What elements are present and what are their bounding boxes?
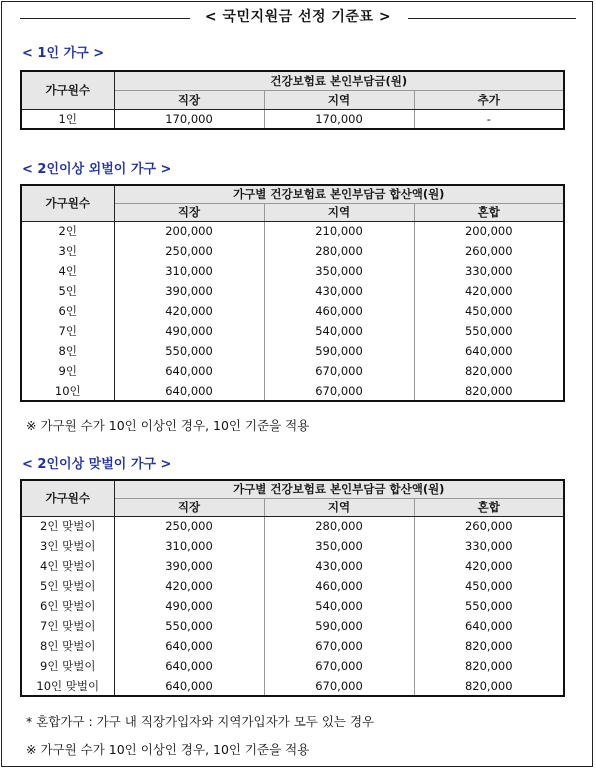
cell-value: 670,000 <box>264 636 414 656</box>
cell-value: 200,000 <box>464 224 513 239</box>
cell-value: 670,000 <box>264 361 414 381</box>
row-label: 3인 <box>21 241 114 261</box>
page-title: < 국민지원금 선정 기준표 > <box>204 9 392 25</box>
table-row <box>21 321 564 341</box>
cell-value: 640,000 <box>464 619 513 633</box>
table-single-earner <box>20 184 565 402</box>
table-row <box>21 221 564 241</box>
cell-value: 420,000 <box>464 284 513 298</box>
row-label: 8인 <box>21 341 114 361</box>
column-header: 혼합 <box>414 498 564 516</box>
table-row <box>21 616 564 636</box>
table-row <box>21 281 564 301</box>
cell-value: 670,000 <box>264 676 414 696</box>
table-row <box>21 676 564 696</box>
header-household-count: 가구원수 <box>21 71 114 109</box>
column-header: 지역 <box>264 498 414 516</box>
row-label: 3인 맞벌이 <box>21 536 114 556</box>
cell-value: 460,000 <box>264 301 414 321</box>
section-heading-single: < 1인 가구 > <box>22 46 105 61</box>
table-row <box>21 261 564 281</box>
row-label: 7인 맞벌이 <box>21 616 114 636</box>
section-heading-dual-earner: < 2인이상 맞벌이 가구 > <box>22 457 172 472</box>
cell-value: 390,000 <box>114 556 264 576</box>
table-row <box>21 341 564 361</box>
cell-value: 590,000 <box>264 341 414 361</box>
cell-value: 450,000 <box>464 579 513 593</box>
row-label: 1인 <box>21 109 114 129</box>
header-group: 가구별 건강보험료 본인부담금 합산액(원) <box>114 480 564 498</box>
row-label: 7인 <box>21 321 114 341</box>
table-row <box>21 516 564 536</box>
column-header: 직장 <box>114 498 264 516</box>
row-label: 9인 맞벌이 <box>21 656 114 676</box>
cell-value: 450,000 <box>464 304 513 318</box>
table-row <box>21 361 564 381</box>
header-household-count: 가구원수 <box>21 480 114 516</box>
table-row <box>21 556 564 576</box>
cell-value: 640,000 <box>114 381 264 401</box>
cell-value: 550,000 <box>114 341 264 361</box>
row-label: 10인 <box>21 381 114 401</box>
row-label: 2인 맞벌이 <box>21 516 114 536</box>
table-single-household <box>20 70 565 130</box>
cell-value: 170,000 <box>264 109 414 129</box>
section-heading-single-earner: < 2인이상 외벌이 가구 > <box>22 162 172 177</box>
cell-value: 640,000 <box>114 656 264 676</box>
cell-value: 390,000 <box>114 281 264 301</box>
cell-value: 330,000 <box>464 539 513 553</box>
cell-value: 640,000 <box>464 344 513 358</box>
cell-value: 490,000 <box>114 596 264 616</box>
cell-value: 330,000 <box>464 264 513 278</box>
header-household-count: 가구원수 <box>21 185 114 221</box>
cell-value: 550,000 <box>464 324 513 338</box>
column-header: 직장 <box>114 203 264 221</box>
table-dual-earner <box>20 479 565 697</box>
table-row <box>21 656 564 676</box>
table-row <box>21 109 564 129</box>
cell-value: 820,000 <box>464 639 513 653</box>
cell-value: 490,000 <box>114 321 264 341</box>
cell-value: 550,000 <box>464 599 513 613</box>
table-row <box>21 301 564 321</box>
note-mixed-household: * 혼합가구 : 가구 내 직장가입자와 지역가입자가 모두 있는 경우 <box>26 714 375 729</box>
cell-value: 820,000 <box>464 678 513 693</box>
cell-value: 640,000 <box>114 636 264 656</box>
header-group: 건강보험료 본인부담금(원) <box>114 71 564 90</box>
table-row <box>21 596 564 616</box>
cell-value: 820,000 <box>464 383 513 398</box>
table-row <box>21 241 564 261</box>
row-label: 2인 <box>21 221 114 241</box>
note-ten-plus: ※ 가구원 수가 10인 이상인 경우, 10인 기준을 적용 <box>26 742 310 757</box>
cell-value: 820,000 <box>464 364 513 378</box>
cell-value: 420,000 <box>464 559 513 573</box>
row-label: 4인 맞벌이 <box>21 556 114 576</box>
cell-value: 350,000 <box>264 536 414 556</box>
cell-value: 250,000 <box>114 241 264 261</box>
cell-value: 350,000 <box>264 261 414 281</box>
cell-value: 260,000 <box>464 244 513 258</box>
cell-value: 460,000 <box>264 576 414 596</box>
cell-value: 310,000 <box>114 536 264 556</box>
cell-value: 430,000 <box>264 281 414 301</box>
column-header: 직장 <box>114 90 264 109</box>
cell-value: 640,000 <box>114 361 264 381</box>
row-label: 5인 맞벌이 <box>21 576 114 596</box>
column-header: 혼합 <box>414 203 564 221</box>
column-header: 지역 <box>264 90 414 109</box>
cell-value: 420,000 <box>114 301 264 321</box>
cell-value: 430,000 <box>264 556 414 576</box>
row-label: 4인 <box>21 261 114 281</box>
cell-value: 820,000 <box>464 659 513 673</box>
cell-value: 170,000 <box>114 109 264 129</box>
cell-value: 590,000 <box>264 616 414 636</box>
cell-value: 200,000 <box>114 221 264 241</box>
table-row <box>21 576 564 596</box>
cell-value: 670,000 <box>264 656 414 676</box>
cell-value: 260,000 <box>464 519 513 534</box>
cell-value: 310,000 <box>114 261 264 281</box>
column-header: 지역 <box>264 203 414 221</box>
cell-value: 670,000 <box>264 381 414 401</box>
header-group: 가구별 건강보험료 본인부담금 합산액(원) <box>114 185 564 203</box>
cell-value: 210,000 <box>264 221 414 241</box>
row-label: 9인 <box>21 361 114 381</box>
cell-value: 540,000 <box>264 596 414 616</box>
row-label: 6인 <box>21 301 114 321</box>
row-label: 10인 맞벌이 <box>21 676 114 696</box>
cell-value: 250,000 <box>114 516 264 536</box>
cell-value: 640,000 <box>114 676 264 696</box>
cell-value: 280,000 <box>264 516 414 536</box>
cell-value: 420,000 <box>114 576 264 596</box>
row-label: 5인 <box>21 281 114 301</box>
note-ten-plus: ※ 가구원 수가 10인 이상인 경우, 10인 기준을 적용 <box>26 418 310 433</box>
column-header: 추가 <box>414 90 564 109</box>
row-label: 8인 맞벌이 <box>21 636 114 656</box>
cell-value: - <box>486 111 491 126</box>
cell-value: 550,000 <box>114 616 264 636</box>
cell-value: 540,000 <box>264 321 414 341</box>
table-row <box>21 636 564 656</box>
cell-value: 280,000 <box>264 241 414 261</box>
row-label: 6인 맞벌이 <box>21 596 114 616</box>
table-row <box>21 536 564 556</box>
table-row <box>21 381 564 401</box>
